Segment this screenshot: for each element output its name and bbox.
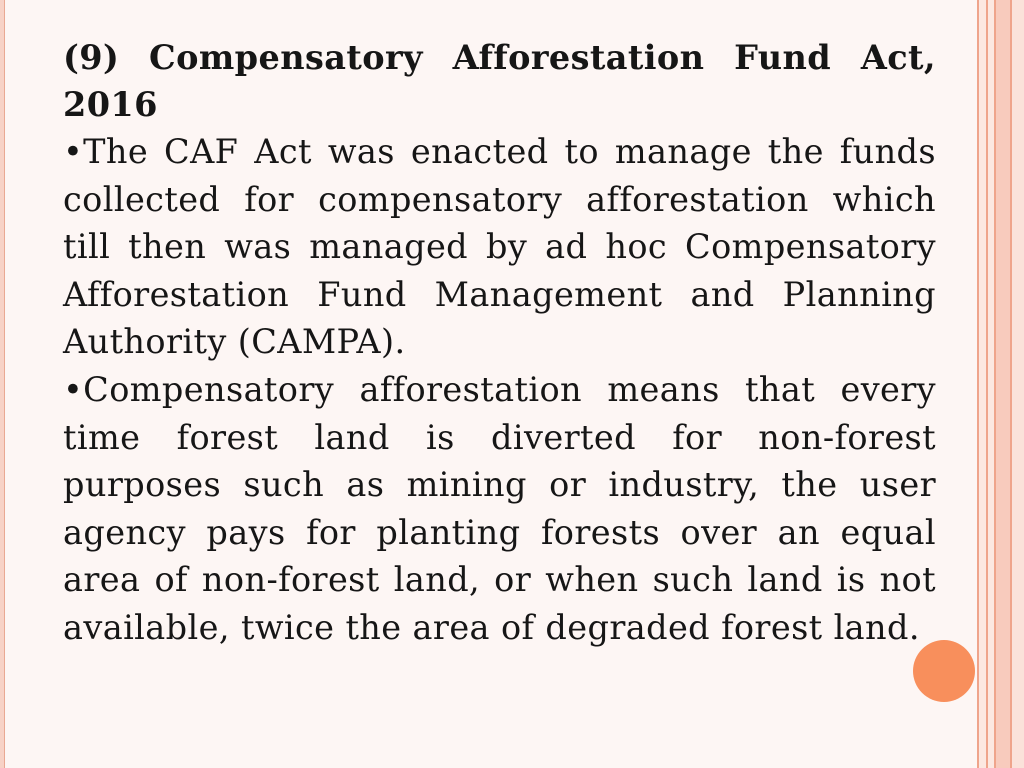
- right-border-stripe: [996, 0, 1010, 768]
- right-border-stripe: [1012, 0, 1024, 768]
- bullet-compensatory-afforestation: •Compensatory afforestation means that every time forest land is diverted for non-forest purposes such as mining or industry, the user agency pays for planting forests over an equal area of non-forest land, or when such land is not available, twice the area of degraded forest land.: [63, 369, 936, 647]
- bullet-caf-act: •The CAF Act was enacted to manage the funds collected for compensatory afforestation which till then was managed by ad hoc Compensatory Afforestation Fund Management and Planning Authority (CAMPA).: [63, 132, 936, 362]
- slide-heading: (9) Compensatory Afforestation Fund Act, 2016: [63, 38, 936, 124]
- slide-text-body: [63, 34, 936, 652]
- decorative-circle: [913, 640, 975, 702]
- right-border-stripe: [979, 0, 986, 768]
